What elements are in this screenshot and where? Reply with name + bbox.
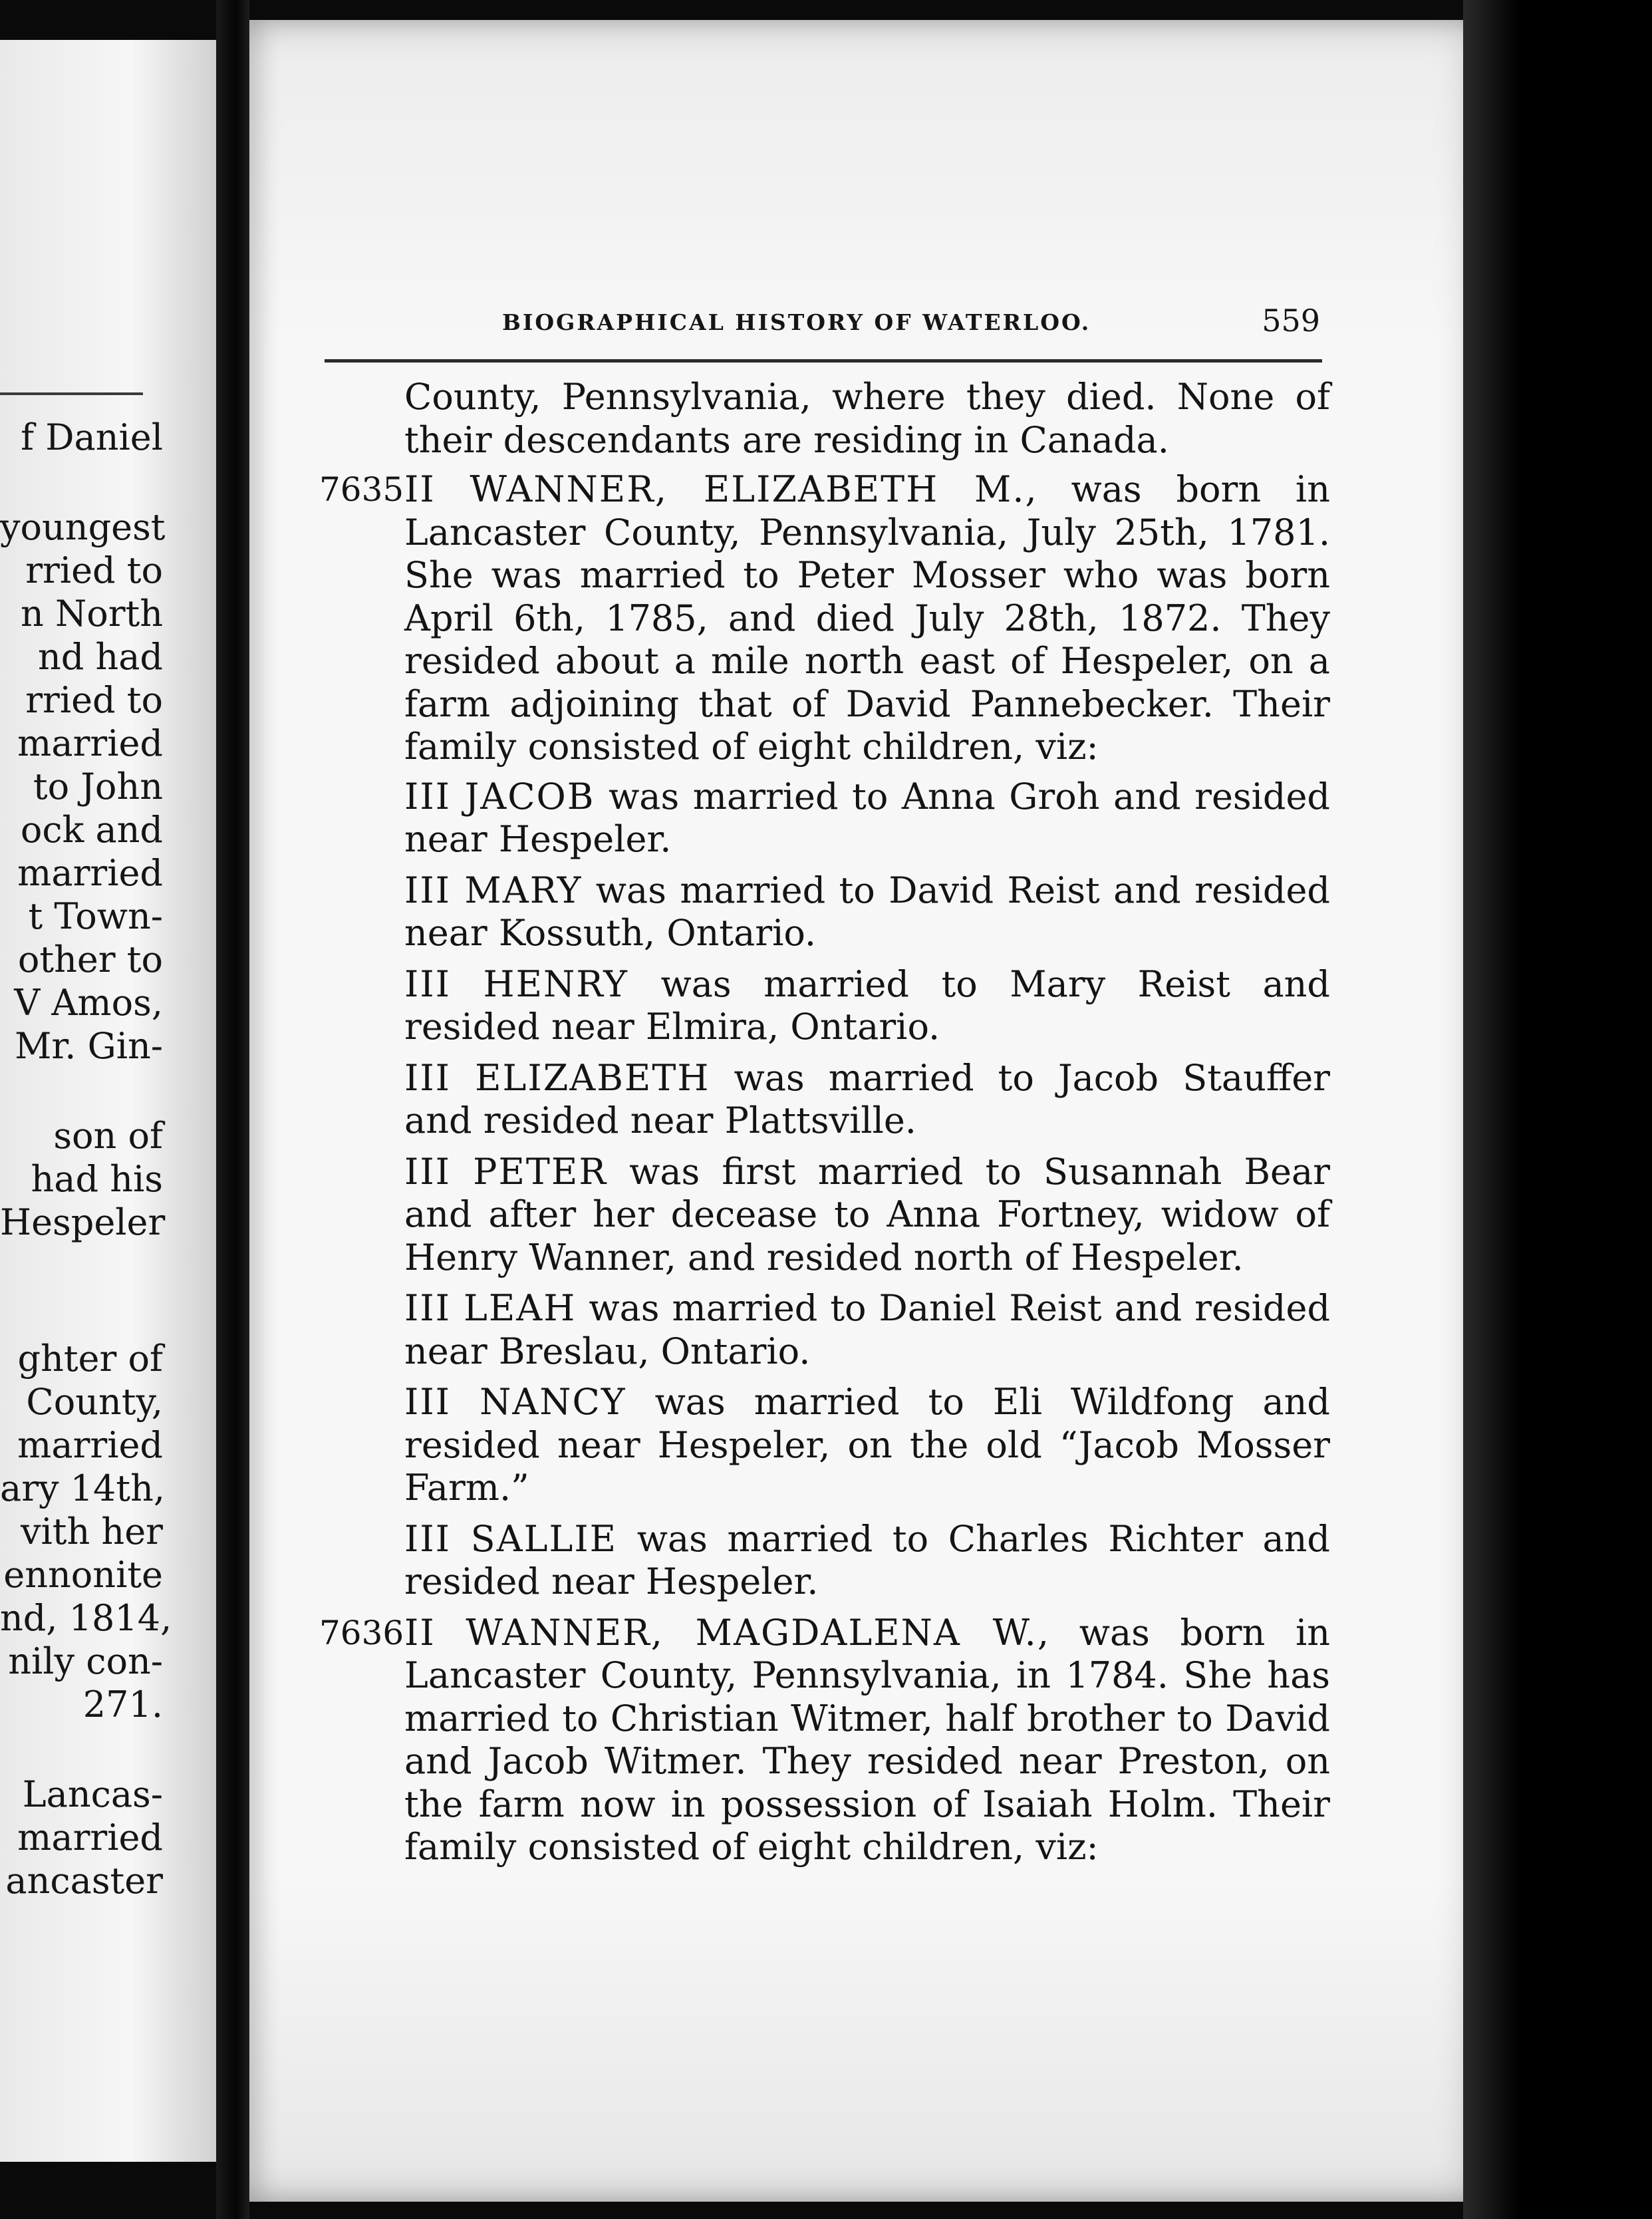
entry-number: 7636 — [319, 1613, 404, 1652]
page-body — [319, 376, 1330, 1876]
child-text: was married to Mary Reist and resided near Elmira, Ontario. — [404, 962, 1330, 1048]
child-text: was married to Charles Richter and resided near Hespeler. — [404, 1517, 1330, 1602]
running-title: BIOGRAPHICAL HISTORY OF WATERLOO. — [502, 309, 1091, 335]
continuation-paragraph — [319, 376, 1330, 462]
book-gutter — [216, 0, 249, 2219]
left-page-line: Hespeler — [0, 1201, 166, 1243]
left-page-rule — [0, 392, 143, 395]
left-page-line — [0, 1726, 163, 1773]
entry-text: , was born in Lancaster County, Pennsylvania, in 1784. She has married to Christian Witmer, half brother to David and Jacob Witmer. They resided near Preston, on the farm now in possession of Isaiah Holm. Their family consisted of eight children, viz: — [404, 1611, 1330, 1868]
entry-text: , was born in Lancaster County, Pennsylvania, July 25th, 1781. She was married to Peter Mosser who was born April 6th, 1785, and died July 28th, 1872. They resided about a mile north east of Hespeler, on a farm adjoining that of David Pannebecker. Their family consisted of eight children, viz: — [404, 468, 1330, 768]
child-entry — [319, 1381, 1330, 1510]
left-page-line: to John — [33, 766, 163, 808]
left-page-line: married — [17, 722, 163, 764]
child-text: was married to David Reist and resided near Kossuth, Ontario. — [404, 869, 1330, 954]
left-page-line: other to — [17, 939, 163, 980]
left-page-line: V Amos, — [14, 982, 163, 1024]
left-page-line: County, — [26, 1381, 163, 1423]
child-text: was married to Anna Groh and resided near Hespeler. — [404, 775, 1331, 860]
child-entry — [319, 869, 1330, 955]
entry-7635 — [319, 468, 1330, 769]
running-head — [502, 303, 1320, 343]
child-name: SALLIE — [470, 1517, 618, 1560]
entry-name: WANNER, MAGDALENA W. — [466, 1611, 1037, 1654]
left-page-line — [0, 459, 163, 506]
left-page-line: Lancas- — [22, 1773, 163, 1815]
left-page-line: t Town- — [28, 895, 163, 937]
generation-marker: III — [404, 1517, 451, 1560]
entry-number: 7635 — [319, 470, 404, 509]
child-name: NANCY — [480, 1381, 626, 1423]
header-rule — [325, 359, 1322, 363]
left-page-line: married — [17, 852, 163, 894]
entry-name: WANNER, ELIZABETH M. — [470, 468, 1026, 510]
child-text: was first married to Susannah Bear and after her decease to Anna Fortney, widow of Henry Wanner, and resided north of Hespeler. — [404, 1150, 1330, 1278]
left-page-line: rried to — [25, 549, 163, 591]
child-text: was married to Eli Wildfong and resided near Hespeler, on the old “Jacob Mosser Farm.” — [404, 1381, 1331, 1509]
left-page-line: married — [17, 1424, 163, 1466]
left-page-line — [0, 1068, 163, 1114]
child-name: PETER — [473, 1150, 607, 1193]
generation-marker: II — [404, 1611, 436, 1654]
child-entry — [319, 1287, 1330, 1373]
left-page-line: nd had — [37, 636, 163, 678]
left-page-line: youngest — [0, 506, 166, 548]
continuation-text: County, Pennsylvania, where they died. None of their descendants are residing in Canada. — [404, 376, 1330, 461]
generation-marker: III — [404, 869, 451, 911]
left-page-line: 271. — [82, 1684, 163, 1725]
left-page-line: Mr. Gin- — [15, 1025, 163, 1067]
child-entry — [319, 1518, 1330, 1604]
children-list — [319, 776, 1330, 1604]
child-entry — [319, 1151, 1330, 1280]
left-page-line: vith her — [21, 1511, 163, 1553]
page-edge-shadow — [1463, 0, 1652, 2219]
generation-marker: III — [404, 1056, 451, 1099]
left-page-text — [0, 416, 172, 1902]
child-name: MARY — [464, 869, 583, 911]
left-page-line: had his — [31, 1158, 163, 1200]
left-page-line: rried to — [25, 679, 163, 721]
left-page-line: nily con- — [8, 1640, 163, 1682]
left-page-line: son of — [53, 1115, 163, 1157]
child-text: was married to Daniel Reist and resided near Breslau, Ontario. — [404, 1287, 1331, 1372]
left-page-line: ancaster — [5, 1860, 163, 1902]
child-name: JACOB — [464, 775, 595, 817]
generation-marker: III — [404, 1287, 451, 1329]
left-page-line: nd, 1814, — [0, 1597, 172, 1639]
left-page-line: ary 14th, — [0, 1467, 166, 1509]
left-page-line: n North — [21, 593, 163, 635]
generation-marker: II — [404, 468, 436, 510]
left-page-line: married — [17, 1817, 163, 1858]
child-entry — [319, 776, 1330, 861]
entry-7636 — [319, 1612, 1330, 1869]
page-number: 559 — [1262, 303, 1320, 339]
generation-marker: III — [404, 962, 451, 1005]
left-page-line: ghter of — [17, 1338, 163, 1380]
generation-marker: III — [404, 1150, 451, 1193]
child-entry — [319, 1057, 1330, 1143]
generation-marker: III — [404, 1381, 451, 1423]
left-page-line: ennonite — [3, 1554, 163, 1596]
child-text: was married to Jacob Stauffer and resided near Plattsville. — [404, 1056, 1330, 1141]
child-entry — [319, 963, 1330, 1049]
left-page-line: f Daniel — [21, 416, 163, 458]
child-name: LEAH — [464, 1287, 577, 1329]
child-name: HENRY — [483, 962, 628, 1005]
generation-marker: III — [404, 775, 451, 817]
child-name: ELIZABETH — [475, 1056, 710, 1099]
left-page — [0, 40, 219, 2162]
left-page-line — [0, 1290, 163, 1337]
left-page-line: ock and — [20, 809, 163, 851]
left-page-line — [0, 1244, 163, 1290]
